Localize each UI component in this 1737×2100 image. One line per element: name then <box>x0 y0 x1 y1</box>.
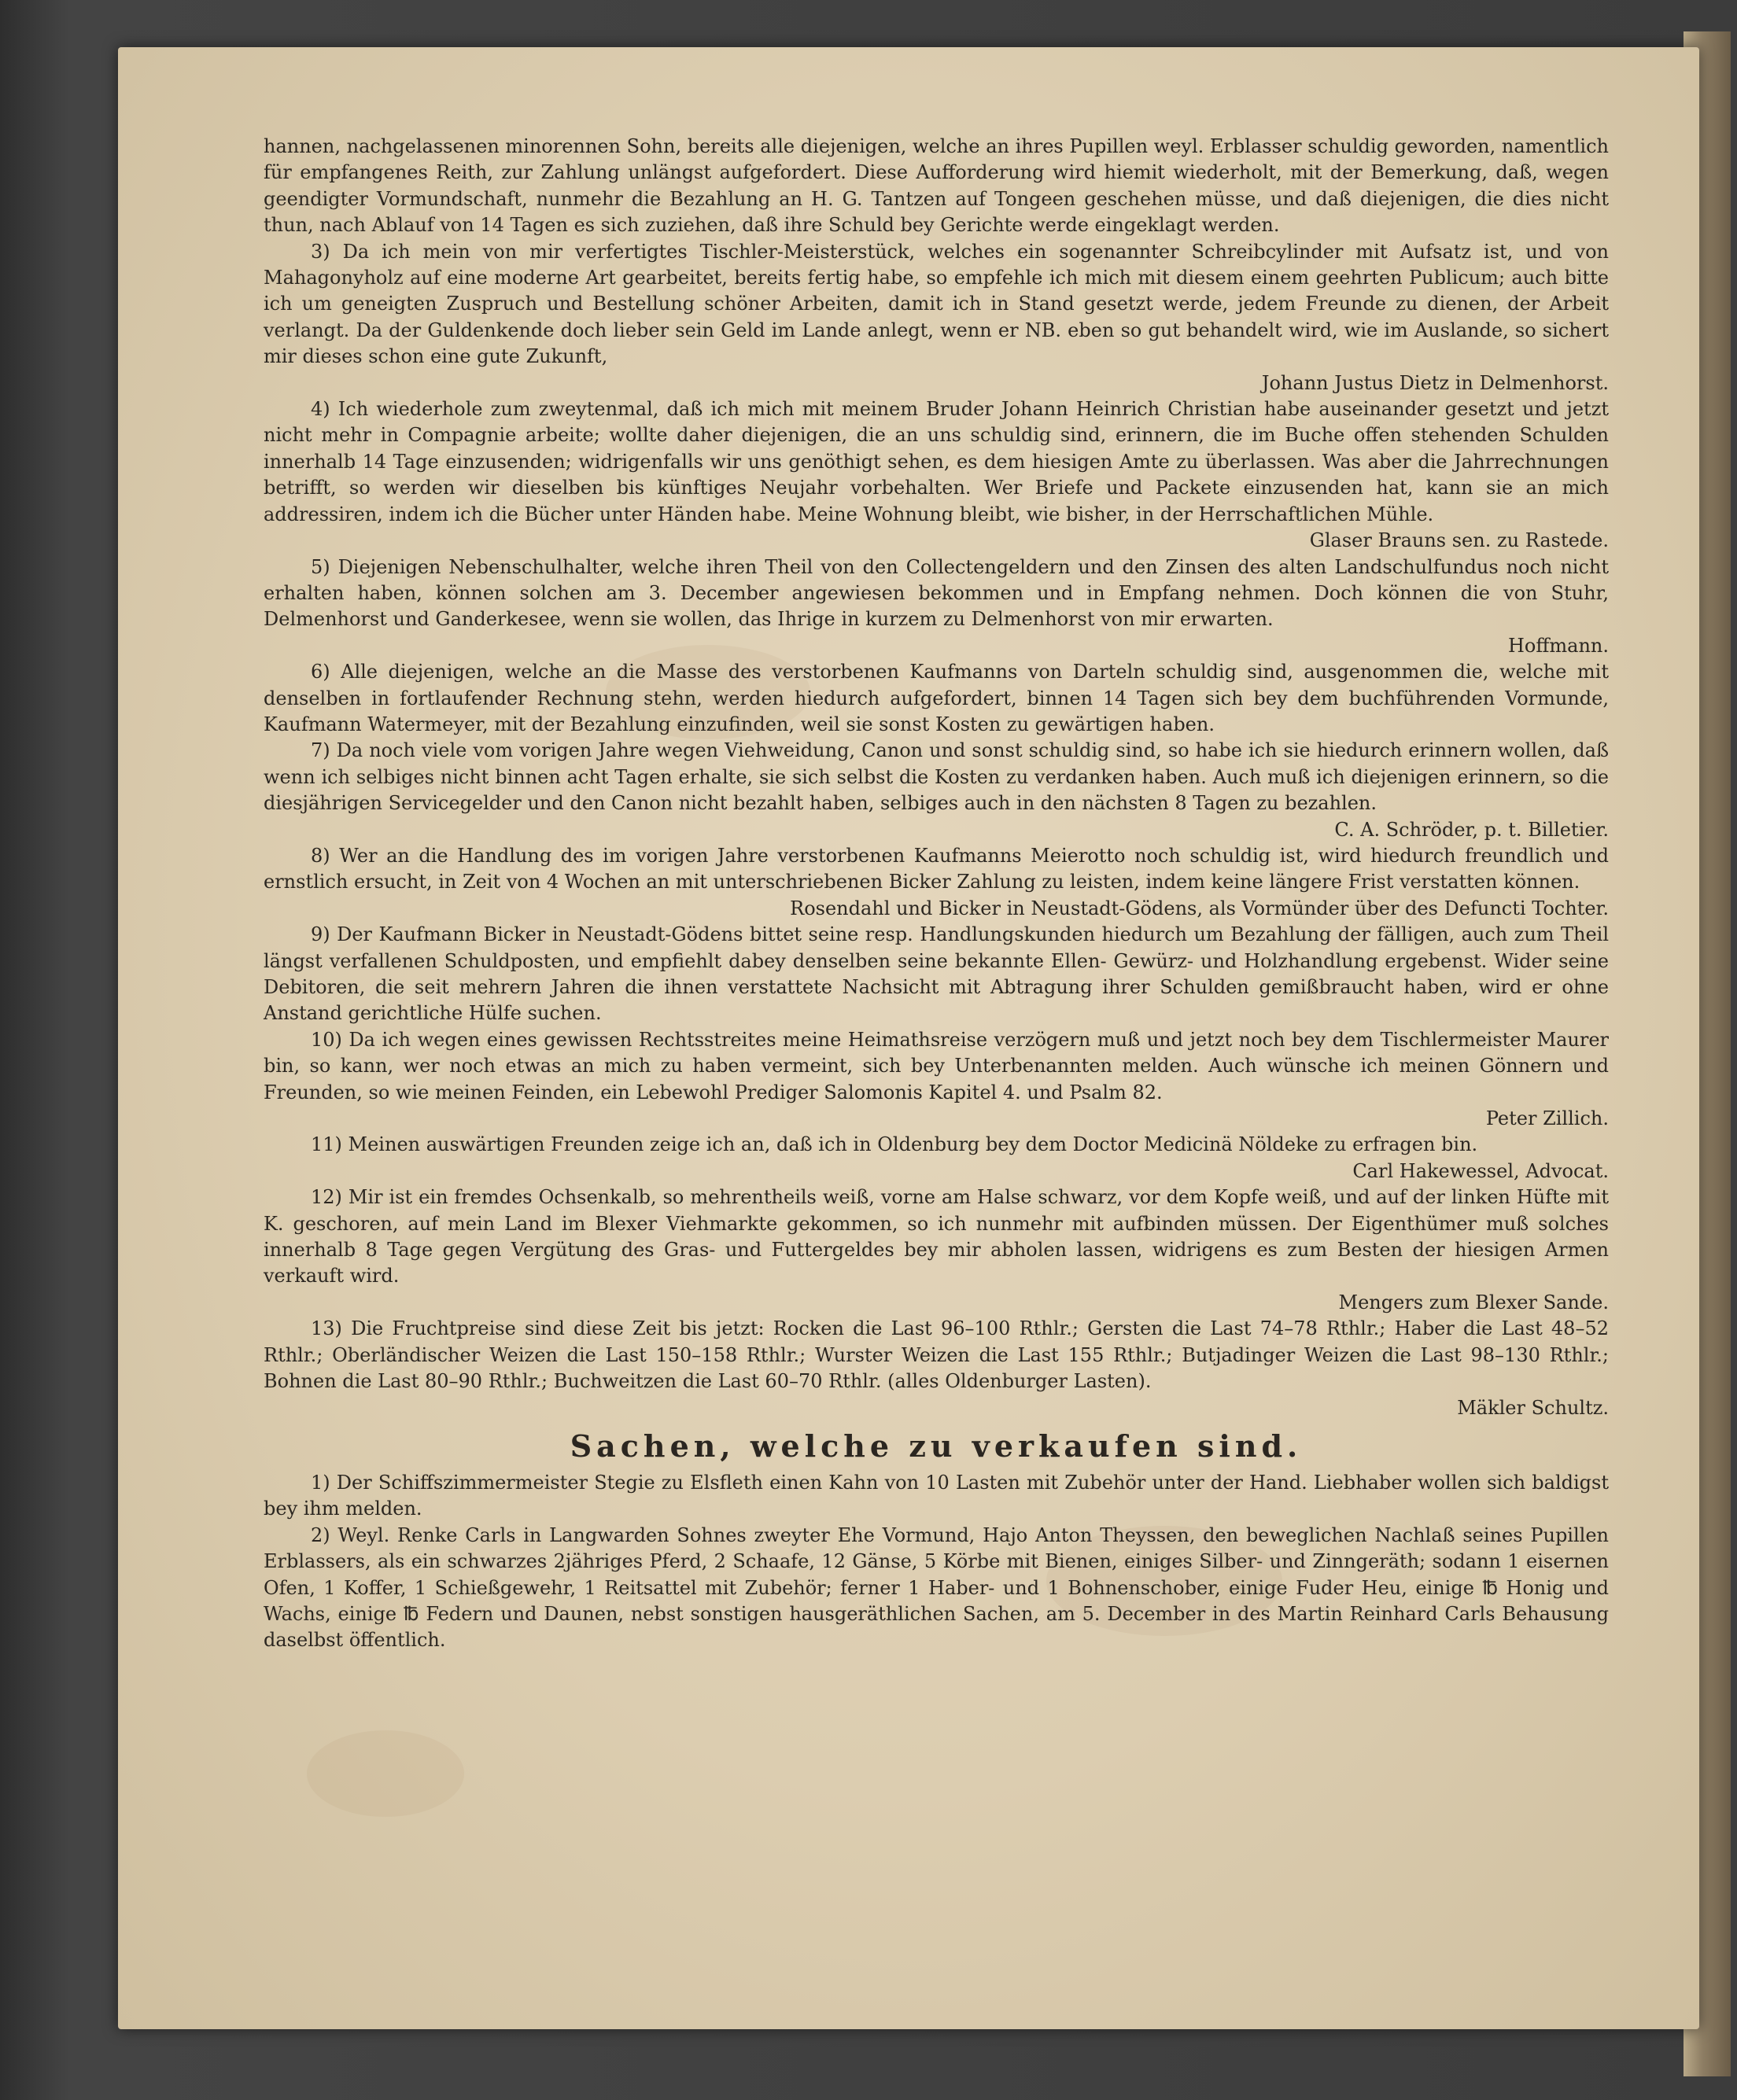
notice-signature: Johann Justus Dietz in Delmenhorst. <box>1261 371 1609 394</box>
notice-signature: C. A. Schröder, p. t. Billetier. <box>1334 818 1609 841</box>
notice-text: 3) Da ich mein von mir verfertigtes Tischler-Meisterstück, welches ein sogenannter Schreibcylinder mit Aufsatz ist, und von Mahagonyholz auf eine moderne Art gearbeitet, bereits fertig habe, so empfehle ich mich mit diesem einem geehrten Publicum; auch bitte ich um geneigten Zuspruch und Bestellung schöner Arbeiten, damit ich in Stand gesetzt werde, jedem Freunde zu dienen, der Arbeit verlangt. Da der Guldenkende doch lieber sein Geld im Lande anlegt, wenn er NB. eben so gut behandelt wird, wie im Auslande, so sichert mir dieses schon eine gute Zukunft, <box>264 240 1609 368</box>
notice-text: 8) Wer an die Handlung des im vorigen Jahre verstorbenen Kaufmanns Meierotto noch schuldig ist, wird hiedurch freundlich und ernstlich ersucht, in Zeit von 4 Wochen an mit unterschriebenen Bicker Zahlung zu leisten, indem keine längere Frist verstatten können. <box>264 844 1609 893</box>
notice-text: 12) Mir ist ein fremdes Ochsenkalb, so mehrentheils weiß, vorne am Halse schwarz, vor dem Kopfe weiß, und auf der linken Hüfte mit K. geschoren, auf mein Land im Blexer Viehmarkte gekommen, so ich nunmehr mit aufbinden müssen. Der Eigenthümer muß solches innerhalb 8 Tage gegen Vergütung des Gras- und Futtergeldes bey mir abholen lassen, widrigens es zum Besten der hiesigen Armen verkauft wird. <box>264 1186 1609 1288</box>
notice-signature: Carl Hakewessel, Advocat. <box>1352 1159 1609 1182</box>
notice-5 <box>264 554 1609 660</box>
notice-6 <box>264 659 1609 738</box>
notice-3 <box>264 239 1609 396</box>
sale-notice-2 <box>264 1523 1609 1654</box>
notice-text: 4) Ich wiederhole zum zweytenmal, daß ich mich mit meinem Bruder Johann Heinrich Christian habe auseinander gesetzt und jetzt nicht mehr in Compagnie arbeite; wollte daher diejenigen, die an uns schuldig sind, erinnern, die im Buche offen stehenden Schulden innerhalb 14 Tage einzusenden; widrigenfalls wir uns genöthigt sehen, es dem hiesigen Amte zu überlassen. Was aber die Jahrrechnungen betrifft, so werden wir dieselben bis künftiges Neujahr vorbehalten. Wer Briefe und Packete einzusenden hat, kann sie an mich addressiren, indem ich die Bücher unter Händen habe. Meine Wohnung bleibt, wie bisher, in der Herrschaftlichen Mühle. <box>264 398 1609 525</box>
notice-signature: Glaser Brauns sen. zu Rastede. <box>1309 529 1609 552</box>
notice-text: 11) Meinen auswärtigen Freunden zeige ich an, daß ich in Oldenburg bey dem Doctor Medicinä Nöldeke zu erfragen bin. <box>311 1133 1478 1156</box>
notice-signature: Mengers zum Blexer Sande. <box>1338 1291 1609 1313</box>
notice-11 <box>264 1132 1609 1184</box>
notice-text: 13) Die Fruchtpreise sind diese Zeit bis jetzt: Rocken die Last 96–100 Rthlr.; Gersten die Last 74–78 Rthlr.; Haber die Last 48–52 Rthlr.; Oberländischer Weizen die Last 150–158 Rthlr.; Wurster Weizen die Last 155 Rthlr.; Butjadinger Weizen die Last 98–130 Rthlr.; Bohnen die Last 80–90 Rthlr.; Buchweitzen die Last 60–70 Rthlr. (alles Oldenburger Lasten). <box>264 1317 1609 1393</box>
notice-10 <box>264 1027 1609 1133</box>
notice-9 <box>264 922 1609 1027</box>
notice-text: 5) Diejenigen Nebenschulhalter, welche ihren Theil von den Collectengeldern und den Zinsen des alten Landschulfundus noch nicht erhalten haben, können solchen am 3. December angewiesen bekommen und in Empfang nehmen. Doch können die von Stuhr, Delmenhorst und Ganderkesee, wenn sie wollen, das Ihrige in kurzem zu Delmenhorst von mir erwarten. <box>264 555 1609 631</box>
sale-notice-1 <box>264 1470 1609 1523</box>
notice-text: 7) Da noch viele vom vorigen Jahre wegen Viehweidung, Canon und sonst schuldig sind, so habe ich sie hiedurch erinnern wollen, daß wenn ich selbiges nicht binnen acht Tagen erhalte, sie sich selbst die Kosten zu verdanken haben. Auch muß ich diejenigen erinnern, so die diesjährigen Servicegelder und den Canon nicht bezahlt haben, selbiges auch in den nächsten 8 Tagen zu bezahlen. <box>264 739 1609 815</box>
notice-12 <box>264 1184 1609 1316</box>
notice-0 <box>264 134 1609 239</box>
notice-8 <box>264 843 1609 922</box>
document-text-block <box>264 134 1609 1654</box>
notice-text: hannen, nachgelassenen minorennen Sohn, bereits alle diejenigen, welche an ihres Pupillen weyl. Erblasser schuldig geworden, namentlich für empfangenes Reith, zur Zahlung unlängst aufgefordert. Diese Aufforderung wird hiemit wiederholt, mit der Bemerkung, daß, wegen geendigter Vormundschaft, nunmehr die Bezahlung an H. G. Tantzen auf Tongeen geschehen müsse, und daß diejenigen, die dies nicht thun, nach Ablauf von 14 Tagen es sich zuziehen, daß ihre Schuld bey Gerichte werde eingeklagt werden. <box>264 135 1609 237</box>
notice-text: 10) Da ich wegen eines gewissen Rechtsstreites meine Heimathsreise verzögern muß und jetzt noch bey dem Tischlermeister Maurer bin, so kann, wer noch etwas an mich zu haben vermeint, sich bey Unterbenannten melden. Auch wünsche ich meinen Gönnern und Freunden, so wie meinen Feinden, ein Lebewohl Prediger Salomonis Kapitel 4. und Psalm 82. <box>264 1028 1609 1103</box>
notice-13 <box>264 1316 1609 1421</box>
notice-text: 9) Der Kaufmann Bicker in Neustadt-Gödens bittet seine resp. Handlungskunden hiedurch um Bezahlung der fälligen, auch zum Theil längst verfallenen Schuldposten, und empfiehlt dabey denselben seine bekannte Ellen- Gewürz- und Holzhandlung ergebenst. Wider seine Debitoren, die seit mehrern Jahren die ihnen verstattete Nachsicht mit Abtragung ihrer Schulden gemißbraucht haben, wird er ohne Anstand gerichtliche Hülfe suchen. <box>264 923 1609 1025</box>
notice-signature: Mäkler Schultz. <box>1457 1396 1609 1419</box>
notice-signature: Rosendahl und Bicker in Neustadt-Gödens, als Vormünder über des Defuncti Tochter. <box>790 897 1609 919</box>
notice-7 <box>264 738 1609 843</box>
sale-notice-text: 2) Weyl. Renke Carls in Langwarden Sohnes zweyter Ehe Vormund, Hajo Anton Theyssen, den beweglichen Nachlaß seines Pupillen Erblassers, als ein schwarzes 2jähriges Pferd, 2 Schaafe, 12 Gänse, 5 Körbe mit Bienen, einiges Silber- und Zinngeräth; sodann 1 eisernen Ofen, 1 Koffer, 1 Schießgewehr, 1 Reitsattel mit Zubehör; ferner 1 Haber- und 1 Bohnenschober, einige Fuder Heu, einige ℔ Honig und Wachs, einige ℔ Federn und Daunen, nebst sonstigen hausgeräthlichen Sachen, am 5. December in des Martin Reinhard Carls Behausung daselbst öffentlich. <box>264 1523 1609 1652</box>
sale-notice-text: 1) Der Schiffszimmermeister Stegie zu Elsfleth einen Kahn von 10 Lasten mit Zubehör unter der Hand. Liebhaber wollen sich baldigst bey ihm melden. <box>264 1471 1609 1520</box>
section-heading: Sachen, welche zu verkaufen sind. <box>570 1428 1303 1464</box>
notice-4 <box>264 396 1609 554</box>
notice-text: 6) Alle diejenigen, welche an die Masse des verstorbenen Kaufmanns von Darteln schuldig sind, ausgenommen die, welche mit denselben in fortlaufender Rechnung stehn, werden hiedurch aufgefordert, binnen 14 Tagen sich bey dem buchführenden Vormunde, Kaufmann Watermeyer, mit der Bezahlung einzufinden, weil sie sonst Kosten zu gewärtigen haben. <box>264 661 1609 735</box>
notice-signature: Hoffmann. <box>1507 634 1609 657</box>
notice-signature: Peter Zillich. <box>1485 1107 1609 1130</box>
